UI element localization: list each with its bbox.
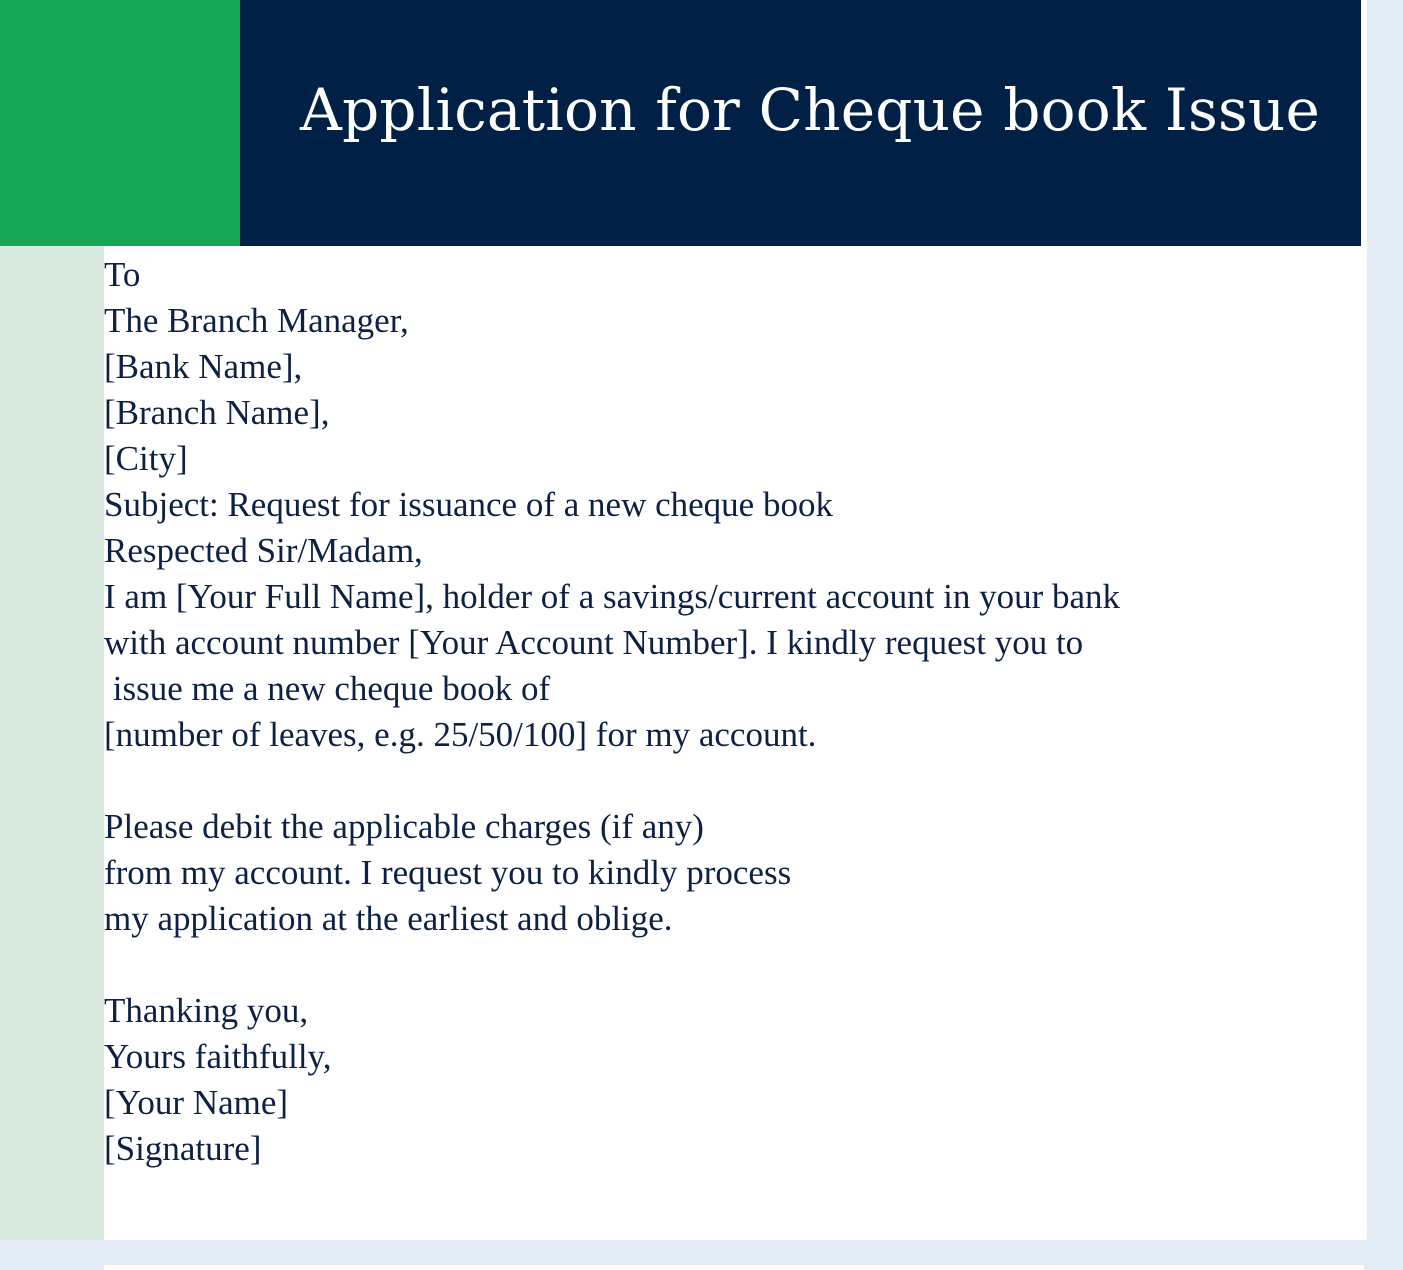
signoff-line: Yours faithfully, [104, 1037, 332, 1076]
subject-line: Subject: Request for issuance of a new cheque book [104, 485, 833, 524]
body-line-4: [number of leaves, e.g. 25/50/100] for my account. [104, 715, 817, 754]
address-recipient: The Branch Manager, [104, 301, 409, 340]
paragraph-gap [104, 942, 1354, 988]
charges-line-3: my application at the earliest and oblige. [104, 899, 673, 938]
charges-line-2: from my account. I request you to kindly process [104, 853, 792, 892]
body-line-1: I am [Your Full Name], holder of a savings/current account in your bank [104, 577, 1121, 616]
bottom-edge-line [104, 1265, 1364, 1270]
body-line-2: with account number [Your Account Number]. I kindly request you to [104, 623, 1084, 662]
address-to: To [104, 255, 141, 294]
closing-line: Thanking you, [104, 991, 309, 1030]
address-branch-name: [Branch Name], [104, 393, 330, 432]
address-city: [City] [104, 439, 188, 478]
right-edge-strip [1361, 0, 1367, 1240]
sender-name: [Your Name] [104, 1083, 289, 1122]
charges-line-1: Please debit the applicable charges (if any) [104, 807, 704, 846]
page-title: Application for Cheque book Issue [300, 76, 1320, 144]
salutation: Respected Sir/Madam, [104, 531, 423, 570]
green-accent-block [0, 0, 240, 246]
sender-signature: [Signature] [104, 1129, 262, 1168]
letter-body [104, 252, 1354, 1172]
body-line-3: issue me a new cheque book of [104, 669, 551, 708]
address-bank-name: [Bank Name], [104, 347, 303, 386]
left-side-strip [0, 246, 104, 1240]
paragraph-gap [104, 758, 1354, 804]
